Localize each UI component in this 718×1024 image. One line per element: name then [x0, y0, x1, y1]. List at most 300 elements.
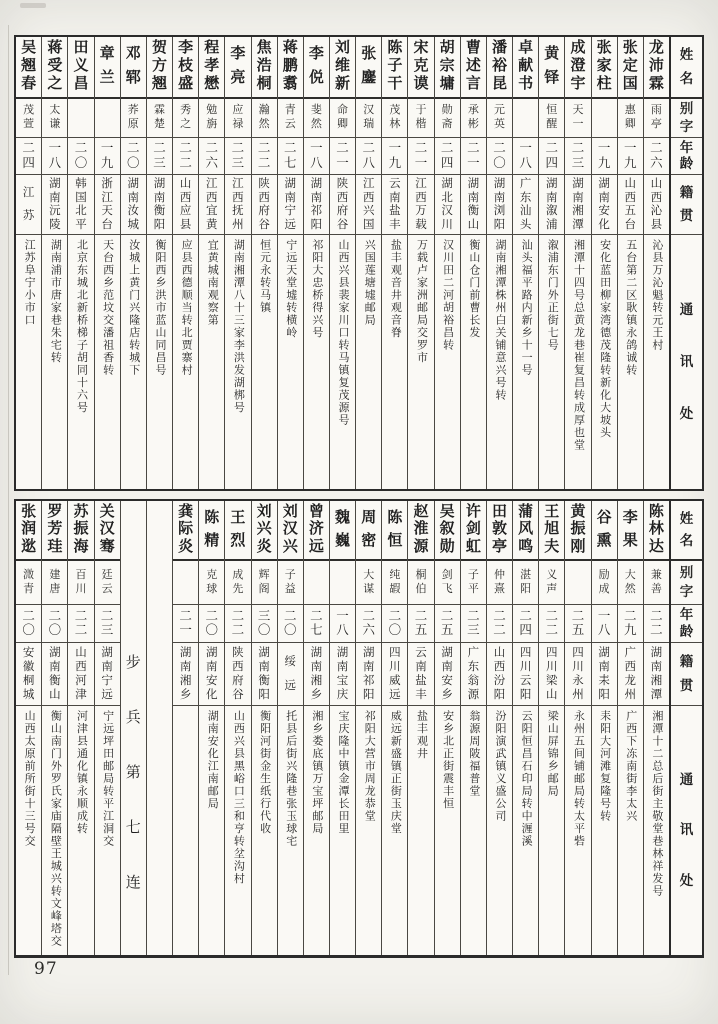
- person-column: [381, 37, 407, 489]
- address-text: 山西兴县裴家川口转马镇复茂源号: [337, 239, 350, 427]
- address-text: 盐丰观音井观音脊: [389, 239, 402, 339]
- zi-cell: 成 先: [225, 561, 250, 605]
- age-cell: 二 〇: [278, 605, 303, 643]
- person-column: [486, 501, 512, 955]
- zi-cell: 命 卿: [330, 99, 355, 138]
- native-cell: 湖 南 衡 山: [42, 643, 67, 706]
- zi-cell: 桐 伯: [408, 561, 433, 605]
- address-cell: [199, 235, 224, 489]
- person-column: [303, 501, 329, 955]
- name-cell: 田 敦 亭: [487, 501, 512, 561]
- page-edge-line: [8, 25, 9, 975]
- native-cell: 云 南 盐 丰: [408, 643, 433, 706]
- native-cell: 陕 西 府 谷: [225, 643, 250, 706]
- person-column: [172, 501, 198, 955]
- zi-cell: [95, 99, 120, 138]
- native-cell: 湖 南 宝 庆: [330, 643, 355, 706]
- name-cell: 潘 裕 昆: [487, 37, 512, 99]
- age-cell: 二 六: [199, 138, 224, 175]
- age-cell: 二 〇: [199, 605, 224, 643]
- address-cell: [487, 706, 512, 955]
- name-cell: 王 烈: [225, 501, 250, 561]
- address-cell: [121, 235, 146, 489]
- address-cell: [16, 706, 41, 955]
- age-cell: 二 一: [408, 138, 433, 175]
- native-cell: 江 苏: [16, 175, 41, 235]
- address-cell: [95, 706, 120, 955]
- address-cell: [199, 706, 224, 955]
- native-cell: 广 西 龙 州: [618, 643, 643, 706]
- person-column: [41, 37, 67, 489]
- native-cell: 湖 南 祁 阳: [356, 643, 381, 706]
- address-cell: [278, 706, 303, 955]
- scan-artifact: [20, 3, 46, 8]
- zi-cell: 勉 旃: [199, 99, 224, 138]
- age-cell: 二 七: [278, 138, 303, 175]
- person-column: [94, 501, 120, 955]
- name-cell: 章 兰: [95, 37, 120, 99]
- address-cell: [252, 706, 277, 955]
- person-column: [94, 37, 120, 489]
- name-cell: 许 剑 虹: [461, 501, 486, 561]
- address-cell: [278, 235, 303, 489]
- zi-cell: 廷 云: [95, 561, 120, 605]
- header-zi-label: 别 字: [671, 561, 702, 605]
- person-column: [643, 501, 669, 955]
- address-text: 宜黄城南观察第: [206, 239, 219, 327]
- person-column: [198, 37, 224, 489]
- age-cell: 二 二: [644, 605, 669, 643]
- zi-cell: 霖 楚: [147, 99, 172, 138]
- name-cell: 邓 郓: [121, 37, 146, 99]
- person-column: [146, 37, 172, 489]
- address-text: 湖南浦市唐家巷朱宅转: [49, 239, 62, 364]
- address-cell: [644, 706, 669, 955]
- address-text: 汾阳演武镇义盛公司: [493, 710, 506, 823]
- zi-cell: 太 谦: [42, 99, 67, 138]
- zi-cell: 剑 飞: [435, 561, 460, 605]
- address-cell: [42, 706, 67, 955]
- address-text: 湖南湘潭株州白关铺意兴号转: [493, 239, 506, 402]
- native-cell: 湖 南 祁 阳: [304, 175, 329, 235]
- address-cell: [513, 235, 538, 489]
- native-cell: 湖 南 湘 潭: [644, 643, 669, 706]
- name-cell: 李 枝 盛: [173, 37, 198, 99]
- native-cell: 陕 西 府 谷: [252, 175, 277, 235]
- address-text: 威远新盛镇正街玉庆堂: [389, 710, 402, 835]
- age-cell: 二 四: [513, 605, 538, 643]
- native-cell: 浙 江 天 台: [95, 175, 120, 235]
- age-cell: 一 八: [304, 138, 329, 175]
- name-cell: 罗 芳 珪: [42, 501, 67, 561]
- address-cell: [618, 235, 643, 489]
- age-cell: 二 二: [68, 605, 93, 643]
- person-column: [434, 37, 460, 489]
- native-cell: 四 川 永 州: [565, 643, 590, 706]
- age-cell: 一 九: [592, 138, 617, 175]
- native-cell: 湖 南 宁 远: [278, 175, 303, 235]
- native-cell: 四 川 梁 山: [539, 643, 564, 706]
- address-cell: [173, 706, 198, 955]
- name-cell: 龚 际 炎: [173, 501, 198, 561]
- address-text: 祁阳大忠桥得兴号: [310, 239, 323, 339]
- name-cell: 吴 叙 勋: [435, 501, 460, 561]
- person-column: [643, 37, 669, 489]
- native-cell: 江 西 兴 国: [356, 175, 381, 235]
- name-cell: 吴 翘 春: [16, 37, 41, 99]
- age-cell: 二 〇: [16, 605, 41, 643]
- zi-cell: [513, 99, 538, 138]
- person-column: [224, 37, 250, 489]
- address-cell: [487, 235, 512, 489]
- name-cell: 赵 淮 源: [408, 501, 433, 561]
- name-cell: 关 汉 骞: [95, 501, 120, 561]
- zi-cell: 茂 林: [382, 99, 407, 138]
- age-cell: 二 四: [539, 138, 564, 175]
- person-column: [355, 501, 381, 955]
- person-column: [251, 501, 277, 955]
- name-cell: 黄 振 刚: [565, 501, 590, 561]
- person-column: [277, 501, 303, 955]
- address-cell: [565, 235, 590, 489]
- unit-section-column: 步 兵 第 七 连: [120, 501, 146, 955]
- person-column: [381, 501, 407, 955]
- native-cell: 湖 南 衡 山: [461, 175, 486, 235]
- age-cell: 二 三: [225, 138, 250, 175]
- address-text: 衡山南门外罗氏家庙隔壁王城兴转文峰塔交: [49, 710, 62, 948]
- person-column: [407, 37, 433, 489]
- age-cell: 三 〇: [252, 605, 277, 643]
- person-column: [329, 501, 355, 955]
- zi-cell: 仲 熹: [487, 561, 512, 605]
- native-cell: 湖 南 衡 阳: [252, 643, 277, 706]
- person-column: [564, 501, 590, 955]
- zi-cell: [173, 561, 198, 605]
- address-cell: [408, 706, 433, 955]
- age-cell: 二 三: [461, 605, 486, 643]
- zi-cell: 雨 亭: [644, 99, 669, 138]
- person-column: [198, 501, 224, 955]
- native-cell: 陕 西 府 谷: [330, 175, 355, 235]
- address-text: 北京东城北新桥梯子胡同十六号: [75, 239, 88, 414]
- native-cell: 湖 南 安 化: [199, 643, 224, 706]
- name-cell: 龙 沛 霖: [644, 37, 669, 99]
- address-cell: [42, 235, 67, 489]
- address-cell: [618, 706, 643, 955]
- address-cell: [461, 706, 486, 955]
- zi-cell: 元 英: [487, 99, 512, 138]
- name-cell: 张 家 柱: [592, 37, 617, 99]
- address-text: 永州五间铺邮局转太平砦: [572, 710, 585, 848]
- zi-cell: 兼 善: [644, 561, 669, 605]
- native-cell: 山 西 应 县: [173, 175, 198, 235]
- zi-cell: 于 楷: [408, 99, 433, 138]
- native-cell: 湖 南 衡 阳: [147, 175, 172, 235]
- zi-cell: [330, 561, 355, 605]
- address-cell: [147, 235, 172, 489]
- address-cell: [644, 235, 669, 489]
- address-cell: [435, 706, 460, 955]
- address-cell: [304, 235, 329, 489]
- address-cell: [356, 235, 381, 489]
- age-cell: 二 五: [408, 605, 433, 643]
- name-cell: 焦 浩 桐: [252, 37, 277, 99]
- zi-cell: 建 唐: [42, 561, 67, 605]
- native-cell: 湖 南 湘 乡: [304, 643, 329, 706]
- address-cell: [304, 706, 329, 955]
- age-cell: 二 六: [356, 605, 381, 643]
- zi-cell: 汉 瑞: [356, 99, 381, 138]
- native-cell: 湖 南 安 化: [592, 175, 617, 235]
- address-text: 应县西德顺当转北贾寨村: [180, 239, 193, 377]
- header-address-label: 通 讯 处: [679, 301, 694, 421]
- zi-cell: 青 云: [278, 99, 303, 138]
- native-cell: 山 西 河 津: [68, 643, 93, 706]
- name-cell: 刘 汉 兴: [278, 501, 303, 561]
- name-cell: 陈 林 达: [644, 501, 669, 561]
- address-text: 衡阳河街金生纸行代收: [258, 710, 271, 835]
- native-cell: 四 川 威 远: [382, 643, 407, 706]
- name-cell: 曾 济 远: [304, 501, 329, 561]
- age-cell: 二 七: [304, 605, 329, 643]
- age-cell: 二 三: [95, 605, 120, 643]
- age-cell: 二 五: [565, 605, 590, 643]
- age-cell: 二 〇: [487, 138, 512, 175]
- person-column: [224, 501, 250, 955]
- person-column: [355, 37, 381, 489]
- name-cell: 李 侻: [304, 37, 329, 99]
- zi-cell: 大 然: [618, 561, 643, 605]
- address-text: 托县后街兴隆巷张玉球宅: [284, 710, 297, 848]
- person-column: [512, 501, 538, 955]
- name-cell: 周 密: [356, 501, 381, 561]
- zi-cell: 溦 青: [16, 561, 41, 605]
- age-cell: 二 二: [539, 605, 564, 643]
- address-text: 宁远坪田邮局转平江洞交: [101, 710, 114, 848]
- native-cell: 湖 南 溆 浦: [539, 175, 564, 235]
- age-cell: 二 一: [173, 605, 198, 643]
- header-column: [669, 37, 702, 489]
- native-cell: 安 徽 桐 城: [16, 643, 41, 706]
- age-cell: 二 九: [618, 605, 643, 643]
- person-column: [538, 501, 564, 955]
- address-cell: [565, 706, 590, 955]
- address-text: 盐丰观井: [415, 710, 428, 760]
- address-text: 湖南湘潭八十三家李洪发湖梆号: [232, 239, 245, 414]
- name-cell: 蒲 风 鸣: [513, 501, 538, 561]
- person-column: [16, 501, 41, 955]
- address-text: 宁远天堂墟转横岭: [284, 239, 297, 339]
- person-column: [67, 501, 93, 955]
- address-text: 沁县万沁魁转元王村: [650, 239, 663, 352]
- address-text: 翁源周陂福普堂: [467, 710, 480, 798]
- address-cell: [408, 235, 433, 489]
- name-cell: 陈 子 干: [382, 37, 407, 99]
- native-cell: 云 南 盐 丰: [382, 175, 407, 235]
- address-text: 耒阳大河滩复隆号转: [598, 710, 611, 823]
- header-native-label: 籍 贯: [671, 643, 702, 706]
- native-cell: 湖 南 宁 远: [95, 643, 120, 706]
- name-cell: 黄 铎: [539, 37, 564, 99]
- address-text: 河津县通化镇永顺成转: [75, 710, 88, 835]
- person-column: [617, 501, 643, 955]
- age-cell: 二 二: [225, 605, 250, 643]
- age-cell: 二 一: [461, 138, 486, 175]
- zi-cell: [68, 99, 93, 138]
- address-cell: [356, 706, 381, 955]
- zi-cell: 惠 卿: [618, 99, 643, 138]
- age-cell: 一 九: [618, 138, 643, 175]
- name-cell: 陈 精: [199, 501, 224, 561]
- native-cell: 江 西 宜 黄: [199, 175, 224, 235]
- person-column: [512, 37, 538, 489]
- age-cell: 二 二: [252, 138, 277, 175]
- age-cell: 二 〇: [68, 138, 93, 175]
- person-column: [277, 37, 303, 489]
- name-cell: 张 润 逖: [16, 501, 41, 561]
- person-column: [591, 37, 617, 489]
- zi-cell: 百 川: [68, 561, 93, 605]
- zi-cell: [592, 99, 617, 138]
- age-cell: 二 四: [435, 138, 460, 175]
- age-cell: 二 〇: [121, 138, 146, 175]
- address-text: 山西兴县黑峪口三和亨转坌沟村: [232, 710, 245, 885]
- zi-cell: 勋 斋: [435, 99, 460, 138]
- address-cell: [539, 706, 564, 955]
- person-column: [460, 501, 486, 955]
- name-cell: 成 澄 宇: [565, 37, 590, 99]
- address-text: 梁山屏锦乡邮局: [546, 710, 559, 798]
- native-cell: 广 东 翁 源: [461, 643, 486, 706]
- header-name-label: 姓 名: [671, 501, 702, 561]
- empty-column: [146, 501, 172, 955]
- age-cell: 一 八: [42, 138, 67, 175]
- address-text: 湖南安化江南邮局: [206, 710, 219, 810]
- name-cell: 贺 方 翘: [147, 37, 172, 99]
- person-column: [486, 37, 512, 489]
- person-column: [41, 501, 67, 955]
- address-cell: [592, 706, 617, 955]
- address-cell: [382, 235, 407, 489]
- address-text: 汉川田二河胡裕昌转: [441, 239, 454, 352]
- address-cell: [173, 235, 198, 489]
- native-cell: 湖 南 湘 乡: [173, 643, 198, 706]
- native-cell: 山 西 沁 县: [644, 175, 669, 235]
- address-text: 五台第二区耿镇永鸽诚转: [624, 239, 637, 377]
- address-cell: [330, 706, 355, 955]
- address-text: 安乡北正街震丰恒: [441, 710, 454, 810]
- person-column: [407, 501, 433, 955]
- address-text: 汕头福平路内新乡十一号: [520, 239, 533, 377]
- zi-cell: 茂 萱: [16, 99, 41, 138]
- address-cell: [95, 235, 120, 489]
- zi-cell: 励 成: [592, 561, 617, 605]
- roster-table-bottom: [14, 499, 704, 958]
- address-cell: [592, 235, 617, 489]
- age-cell: 一 九: [382, 138, 407, 175]
- name-cell: 胡 宗 墉: [435, 37, 460, 99]
- address-cell: [330, 235, 355, 489]
- age-cell: 一 八: [330, 605, 355, 643]
- address-text: 云阳恒昌石印局转中湹溪: [520, 710, 533, 848]
- native-cell: 四 川 云 阳: [513, 643, 538, 706]
- person-column: [303, 37, 329, 489]
- name-cell: 李 亮: [225, 37, 250, 99]
- person-column: [591, 501, 617, 955]
- header-native-label: 籍 贯: [671, 175, 702, 235]
- age-cell: 一 九: [95, 138, 120, 175]
- native-cell: 韩 国 北 平: [68, 175, 93, 235]
- roster-table-top: [14, 35, 704, 491]
- address-text: 广西下冻南街李太兴: [624, 710, 637, 823]
- zi-cell: 瀚 然: [252, 99, 277, 138]
- header-age-label: 年 龄: [671, 605, 702, 643]
- zi-cell: 天 一: [565, 99, 590, 138]
- person-column: [434, 501, 460, 955]
- address-cell: [539, 235, 564, 489]
- age-cell: 二 六: [644, 138, 669, 175]
- person-column: [329, 37, 355, 489]
- zi-cell: 子 益: [278, 561, 303, 605]
- person-column: [251, 37, 277, 489]
- address-cell: [435, 235, 460, 489]
- native-cell: 湖 南 汝 城: [121, 175, 146, 235]
- address-cell: [252, 235, 277, 489]
- person-column: [460, 37, 486, 489]
- name-cell: 程 孝 懋: [199, 37, 224, 99]
- person-column: [16, 37, 41, 489]
- page-number: 97: [34, 959, 58, 979]
- zi-cell: [304, 561, 329, 605]
- native-cell: 湖 南 湘 潭: [565, 175, 590, 235]
- zi-cell: 湛 阳: [513, 561, 538, 605]
- zi-cell: 应 禄: [225, 99, 250, 138]
- native-cell: 江 西 抚 州: [225, 175, 250, 235]
- zi-cell: 子 平: [461, 561, 486, 605]
- name-cell: 王 旭 夫: [539, 501, 564, 561]
- age-cell: 二 八: [356, 138, 381, 175]
- address-text: 万载卢家洲邮局交罗市: [415, 239, 428, 364]
- header-zi-label: 别 字: [671, 99, 702, 138]
- name-cell: 刘 兴 炎: [252, 501, 277, 561]
- zi-cell: 斐 然: [304, 99, 329, 138]
- header-column: [669, 501, 702, 955]
- name-cell: 蒋 鹏 翥: [278, 37, 303, 99]
- address-cell: [513, 706, 538, 955]
- person-column: [67, 37, 93, 489]
- age-cell: 二 〇: [382, 605, 407, 643]
- address-cell: [382, 706, 407, 955]
- address-text: 天台西乡范坟交潘祖香转: [101, 239, 114, 377]
- address-text: 江苏阜宁小市口: [23, 239, 36, 327]
- zi-cell: [565, 561, 590, 605]
- native-cell: 山 西 五 台: [618, 175, 643, 235]
- native-cell: 广 东 汕 头: [513, 175, 538, 235]
- name-cell: 卓 献 书: [513, 37, 538, 99]
- address-text: 衡山仓门前曹长发: [467, 239, 480, 339]
- address-cell: [225, 706, 250, 955]
- address-text: 湘潭十二总后街主敬堂巷林祥发号: [650, 710, 663, 898]
- name-cell: 刘 维 新: [330, 37, 355, 99]
- name-cell: 苏 振 海: [68, 501, 93, 561]
- person-column: [538, 37, 564, 489]
- native-cell: 湖 南 安 乡: [435, 643, 460, 706]
- zi-cell: 承 彬: [461, 99, 486, 138]
- name-cell: 张 定 国: [618, 37, 643, 99]
- age-cell: 一 八: [592, 605, 617, 643]
- zi-cell: 纯 嘏: [382, 561, 407, 605]
- native-cell: 湖 南 浏 阳: [487, 175, 512, 235]
